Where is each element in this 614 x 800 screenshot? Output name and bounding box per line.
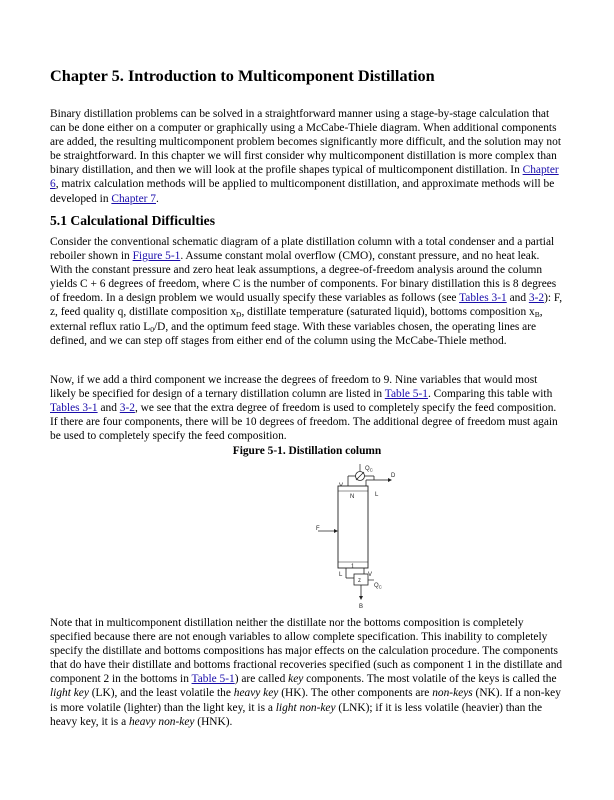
table-5-1-link-2[interactable]: Table 5-1 bbox=[191, 673, 235, 686]
para2-and: and bbox=[506, 292, 529, 305]
chapter-6-link[interactable]: Chapter 6 bbox=[50, 164, 559, 191]
para2-text-2: . Assume constant molal overflow (CMO), constant pressure, and no heat leak. With the constant pressure and zero heat leak assumptions, a degree-of-freedom analysis around the column yields C + 6 degrees of freedom, where C is the number of components. For binary distillation this is 8 degrees of freedom. In a design problem we would usually specify these variables as follows (see bbox=[50, 250, 557, 305]
term-heavy-non-key: heavy non-key bbox=[128, 715, 195, 728]
chapter-title: Chapter 5. Introduction to Multicomponent Distillation bbox=[50, 66, 435, 85]
para4-block bbox=[50, 616, 564, 729]
l-top-label: L bbox=[375, 492, 379, 498]
d-label: D bbox=[391, 473, 396, 479]
l-bot-label: L bbox=[339, 572, 343, 578]
para3-and: and bbox=[97, 402, 120, 415]
chapter-7-link[interactable]: Chapter 7 bbox=[111, 192, 156, 205]
one-label: 1 bbox=[351, 564, 355, 570]
intro-text-2: , matrix calculation methods will be applied to multicomponent distillation, and approximate methods will be developed in bbox=[50, 178, 555, 205]
condenser-slash bbox=[356, 472, 364, 480]
para2-text-4: , distillate temperature (saturated liquid), bottoms composition x bbox=[241, 306, 535, 319]
section-heading-wrap bbox=[50, 212, 215, 230]
sub-d: D bbox=[236, 310, 242, 320]
qc-bot-label: $Q_C$ bbox=[374, 583, 382, 590]
para4-text-5: (HK). The other components are bbox=[278, 687, 433, 700]
para3 bbox=[50, 373, 564, 443]
para4 bbox=[50, 616, 564, 729]
para4-text-4: (LK), and the least volatile the bbox=[88, 687, 234, 700]
table-3-2-link-2[interactable]: 3-2 bbox=[119, 402, 135, 415]
sub-b: B bbox=[534, 310, 540, 320]
para3-text-3: , we see that the extra degree of freedom is used to completely specify the feed composition. If there are four components, there will be 10 degrees of freedom. The additional degree of freedom must again be used to completely specify the feed composition. bbox=[50, 402, 558, 443]
para2-text-3: ): F, z, feed quality q, distillate composition x bbox=[50, 292, 563, 319]
para2 bbox=[50, 235, 564, 348]
term-light-non-key: light non-key bbox=[275, 701, 336, 714]
para2-text-5: , external reflux ratio L bbox=[50, 306, 543, 333]
term-heavy-key: heavy key bbox=[233, 687, 279, 700]
para3-block bbox=[50, 373, 564, 443]
distillation-column-figure bbox=[308, 460, 398, 612]
reboiler-box bbox=[354, 574, 368, 585]
term-key: key bbox=[288, 673, 304, 686]
tables-3-1-link-2[interactable]: Tables 3-1 bbox=[50, 402, 98, 415]
f-label: F bbox=[316, 526, 320, 532]
para4-text-3: components. The most volatile of the keys is called the bbox=[303, 673, 557, 686]
para4-text-2: ) are called bbox=[234, 673, 289, 686]
para2-text-1: Consider the conventional schematic diagram of a plate distillation column with a total condenser and a partial reboiler shown in bbox=[50, 236, 555, 263]
para3-text-1: Now, if we add a third component we increase the degrees of freedom to 9. Nine variables that would most likely be specified for design of a ternary distillation column are listed in bbox=[50, 374, 538, 401]
section-title: 5.1 Calculational Difficulties bbox=[50, 213, 216, 228]
tables-3-1-link[interactable]: Tables 3-1 bbox=[459, 292, 507, 305]
intro-paragraph bbox=[50, 107, 564, 206]
v-bot-label: V bbox=[368, 572, 373, 578]
para4-text-7: (LNK); if it is less volatile (heavier) than the heavy key, it is a bbox=[50, 701, 543, 728]
term-non-keys: non-keys bbox=[432, 687, 473, 700]
b-label: B bbox=[359, 604, 364, 610]
figure-5-1-link[interactable]: Figure 5-1 bbox=[132, 250, 181, 263]
z-label: z bbox=[358, 578, 361, 584]
bottoms-arrow bbox=[359, 596, 363, 600]
sub-0: 0 bbox=[150, 324, 155, 334]
table-3-2-link[interactable]: 3-2 bbox=[528, 292, 545, 305]
intro-text-1: Binary distillation problems can be solved in a straightforward manner using a stage-by-stage calculation that can be done either on a computer or graphically using a McCabe-Thiele diagram. When additional components are added, the resulting multicomponent problem becomes significantly more difficult, and the solution may not be straightforward. In this chapter we will first consider why multicomponent distillation is more complex than binary distillation, and then we will look at the profile shapes typical of multicomponent distillation. In bbox=[50, 108, 561, 177]
para3-text-2: . Comparing this table with bbox=[427, 388, 553, 401]
para4-text-6: (NK). If a non-key is more volatile (lighter) than the light key, it is a bbox=[50, 687, 561, 714]
para4-text-1: Note that in multicomponent distillation neither the distillate nor the bottoms composition is completely specified because there are not enough variables to allow complete specification. This inability to completely specify the distillate and bottoms compositions has major effects on the calculation procedure. The components that do have their distillate and bottoms fractional recoveries specified (such as component 1 in the distillate and component 2 in the bottoms in bbox=[50, 617, 563, 686]
figure-caption: Figure 5-1. Distillation column bbox=[232, 445, 382, 457]
feed-arrow bbox=[334, 529, 338, 533]
distillation-column-diagram bbox=[308, 460, 398, 612]
intro-paragraph-block bbox=[50, 107, 564, 206]
intro-text-3: . bbox=[155, 192, 159, 205]
table-5-1-link[interactable]: Table 5-1 bbox=[384, 388, 428, 401]
term-light-key: light key bbox=[50, 687, 89, 700]
n-label: N bbox=[350, 494, 355, 500]
para2-text-6: /D, and the optimum feed stage. With these variables chosen, the operating lines are defined, and we can step off stages from either end of the column using the McCabe-Thiele method. bbox=[50, 320, 537, 347]
qc-top-label: $Q_C$ bbox=[365, 466, 373, 473]
para4-text-8: (HNK). bbox=[194, 715, 233, 728]
para2-block bbox=[50, 235, 564, 348]
